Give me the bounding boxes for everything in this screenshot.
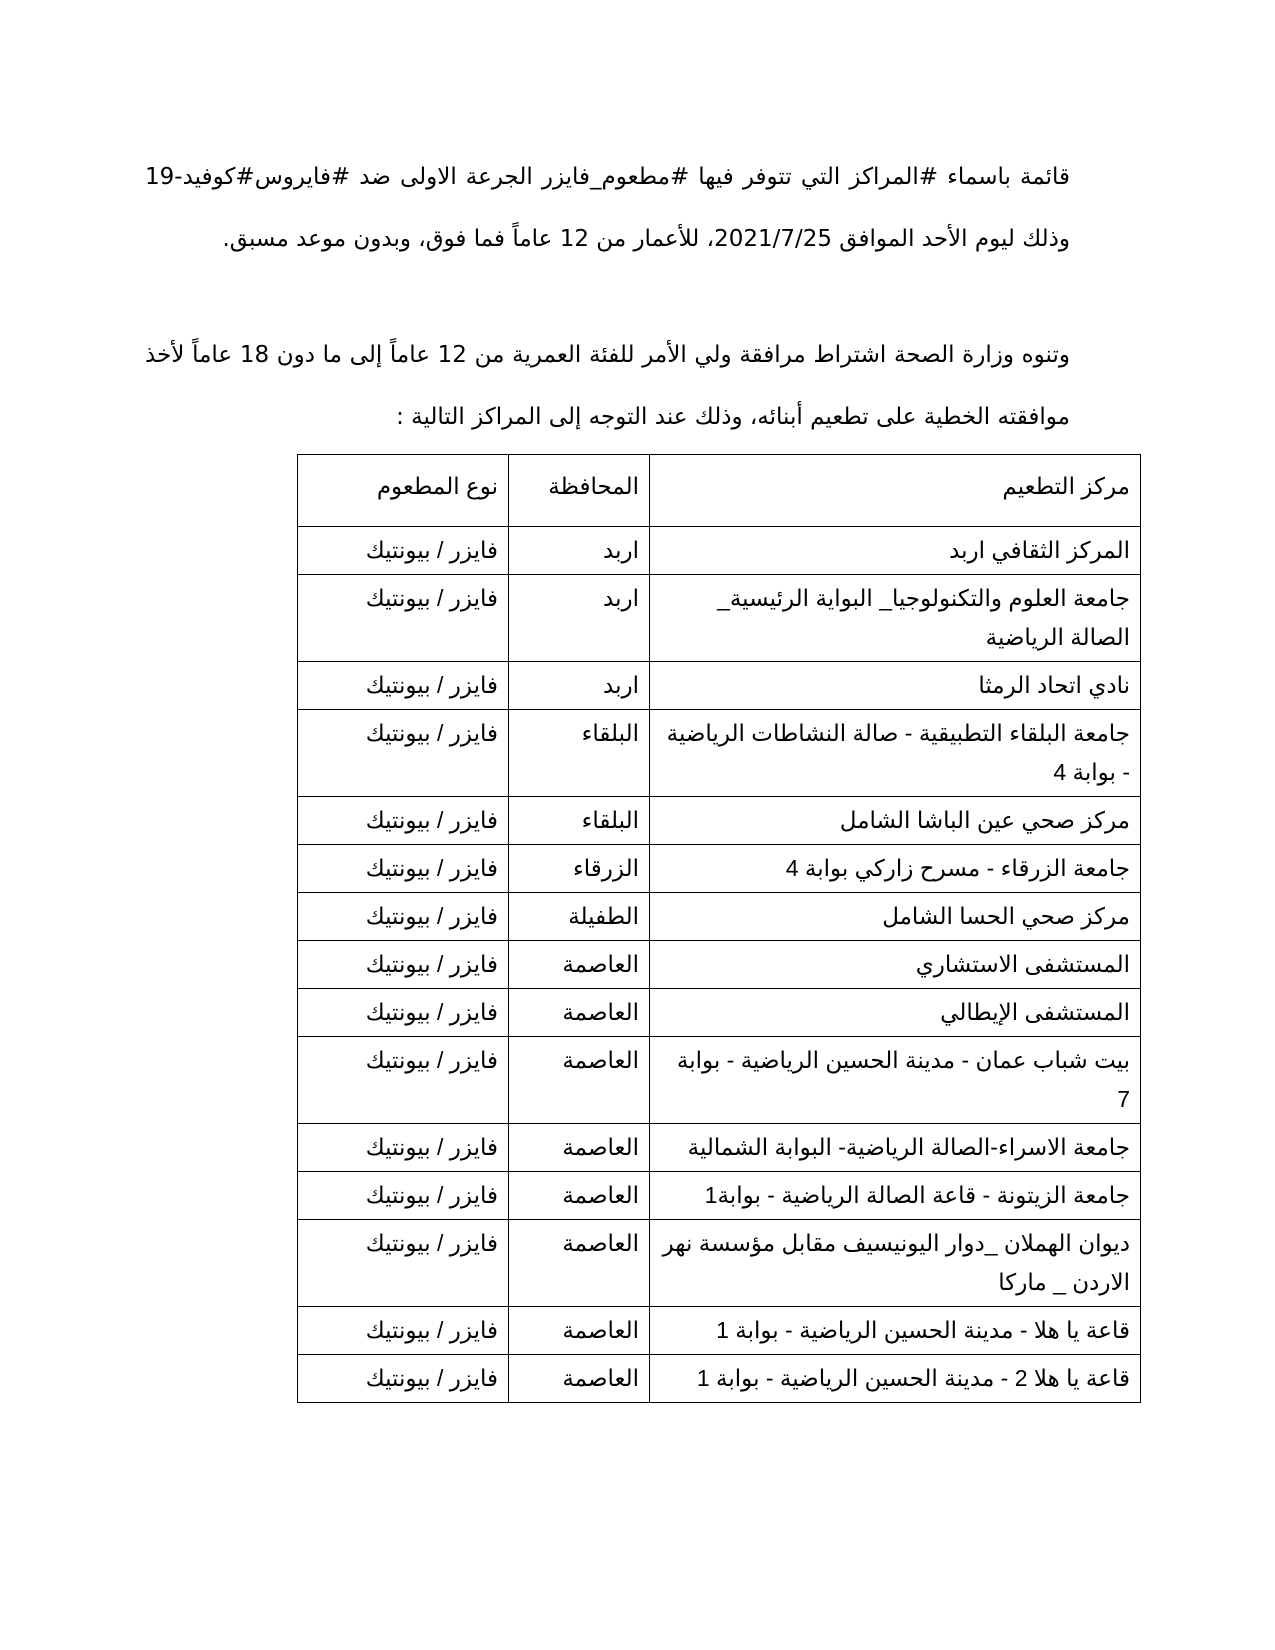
table-row xyxy=(298,575,1141,662)
header-vaccine: نوع المطعوم xyxy=(298,455,509,527)
vaccine-cell: فايزر / بيونتيك xyxy=(298,1037,509,1124)
table-row xyxy=(298,941,1141,989)
table-row xyxy=(298,527,1141,575)
table-row xyxy=(298,845,1141,893)
governorate-cell: العاصمة xyxy=(509,989,650,1037)
vaccine-cell: فايزر / بيونتيك xyxy=(298,989,509,1037)
table-row xyxy=(298,797,1141,845)
table-row xyxy=(298,893,1141,941)
center-cell: جامعة العلوم والتكنولوجيا_ البواية الرئيسية_ الصالة الرياضية xyxy=(650,575,1141,662)
vaccine-cell: فايزر / بيونتيك xyxy=(298,527,509,575)
center-cell: جامعة الاسراء-الصالة الرياضية- البوابة الشمالية xyxy=(650,1124,1141,1172)
table-row xyxy=(298,1220,1141,1307)
governorate-cell: اربد xyxy=(509,527,650,575)
center-cell: ديوان الهملان _دوار اليونيسيف مقابل مؤسسة نهر الاردن _ ماركا xyxy=(650,1220,1141,1307)
vaccination-centers-table xyxy=(297,454,1141,1403)
governorate-cell: البلقاء xyxy=(509,710,650,797)
vaccine-cell: فايزر / بيونتيك xyxy=(298,1124,509,1172)
header-center: مركز التطعيم xyxy=(650,455,1141,527)
center-cell: جامعة الزيتونة - قاعة الصالة الرياضية - بوابة1 xyxy=(650,1172,1141,1220)
center-cell: مركز صحي عين الباشا الشامل xyxy=(650,797,1141,845)
governorate-cell: العاصمة xyxy=(509,1172,650,1220)
vaccine-cell: فايزر / بيونتيك xyxy=(298,797,509,845)
governorate-cell: اربد xyxy=(509,575,650,662)
governorate-cell: العاصمة xyxy=(509,1307,650,1355)
governorate-cell: العاصمة xyxy=(509,1037,650,1124)
notice-paragraph: وتنوه وزارة الصحة اشتراط مرافقة ولي الأمر للفئة العمرية من 12 عاماً إلى ما دون 18 عاماً لأخذ موافقته الخطية على تطعيم أبنائه، وذلك عند التوجه إلى المراكز التالية : xyxy=(145,342,1071,430)
table-row xyxy=(298,662,1141,710)
table-row xyxy=(298,1037,1141,1124)
center-cell: مركز صحي الحسا الشامل xyxy=(650,893,1141,941)
vaccine-cell: فايزر / بيونتيك xyxy=(298,575,509,662)
center-cell: بيت شباب عمان - مدينة الحسين الرياضية - بوابة 7 xyxy=(650,1037,1141,1124)
center-cell: قاعة يا هلا - مدينة الحسين الرياضية - بوابة 1 xyxy=(650,1307,1141,1355)
governorate-cell: العاصمة xyxy=(509,1355,650,1403)
vaccine-cell: فايزر / بيونتيك xyxy=(298,893,509,941)
center-cell: جامعة البلقاء التطبيقية - صالة النشاطات الرياضية - بوابة 4 xyxy=(650,710,1141,797)
table-row xyxy=(298,1355,1141,1403)
table-row xyxy=(298,710,1141,797)
vaccine-cell: فايزر / بيونتيك xyxy=(298,1220,509,1307)
governorate-cell: الطفيلة xyxy=(509,893,650,941)
governorate-cell: الزرقاء xyxy=(509,845,650,893)
vaccine-cell: فايزر / بيونتيك xyxy=(298,710,509,797)
center-cell: المستشفى الاستشاري xyxy=(650,941,1141,989)
governorate-cell: العاصمة xyxy=(509,1124,650,1172)
vaccine-cell: فايزر / بيونتيك xyxy=(298,1307,509,1355)
table-header-row xyxy=(298,455,1141,527)
governorate-cell: اربد xyxy=(509,662,650,710)
vaccine-cell: فايزر / بيونتيك xyxy=(298,662,509,710)
header-governorate: المحافظة xyxy=(509,455,650,527)
table-row xyxy=(298,1307,1141,1355)
vaccine-cell: فايزر / بيونتيك xyxy=(298,1172,509,1220)
governorate-cell: العاصمة xyxy=(509,1220,650,1307)
center-cell: قاعة يا هلا 2 - مدينة الحسين الرياضية - بوابة 1 xyxy=(650,1355,1141,1403)
center-cell: المركز الثقافي اربد xyxy=(650,527,1141,575)
center-cell: جامعة الزرقاء - مسرح زاركي بوابة 4 xyxy=(650,845,1141,893)
governorate-cell: العاصمة xyxy=(509,941,650,989)
vaccine-cell: فايزر / بيونتيك xyxy=(298,941,509,989)
governorate-cell: البلقاء xyxy=(509,797,650,845)
center-cell: نادي اتحاد الرمثا xyxy=(650,662,1141,710)
table-row xyxy=(298,1172,1141,1220)
intro-paragraph: قائمة باسماء #المراكز التي تتوفر فيها #مطعوم_فايزر الجرعة الاولى ضد #فايروس#كوفيد-19 وذلك ليوم الأحد الموافق 2021/7/25، للأعمار من 12 عاماً فما فوق، وبدون موعد مسبق. xyxy=(145,164,1070,252)
vaccine-cell: فايزر / بيونتيك xyxy=(298,1355,509,1403)
table-row xyxy=(298,1124,1141,1172)
center-cell: المستشفى الإيطالي xyxy=(650,989,1141,1037)
table-row xyxy=(298,989,1141,1037)
vaccine-cell: فايزر / بيونتيك xyxy=(298,845,509,893)
